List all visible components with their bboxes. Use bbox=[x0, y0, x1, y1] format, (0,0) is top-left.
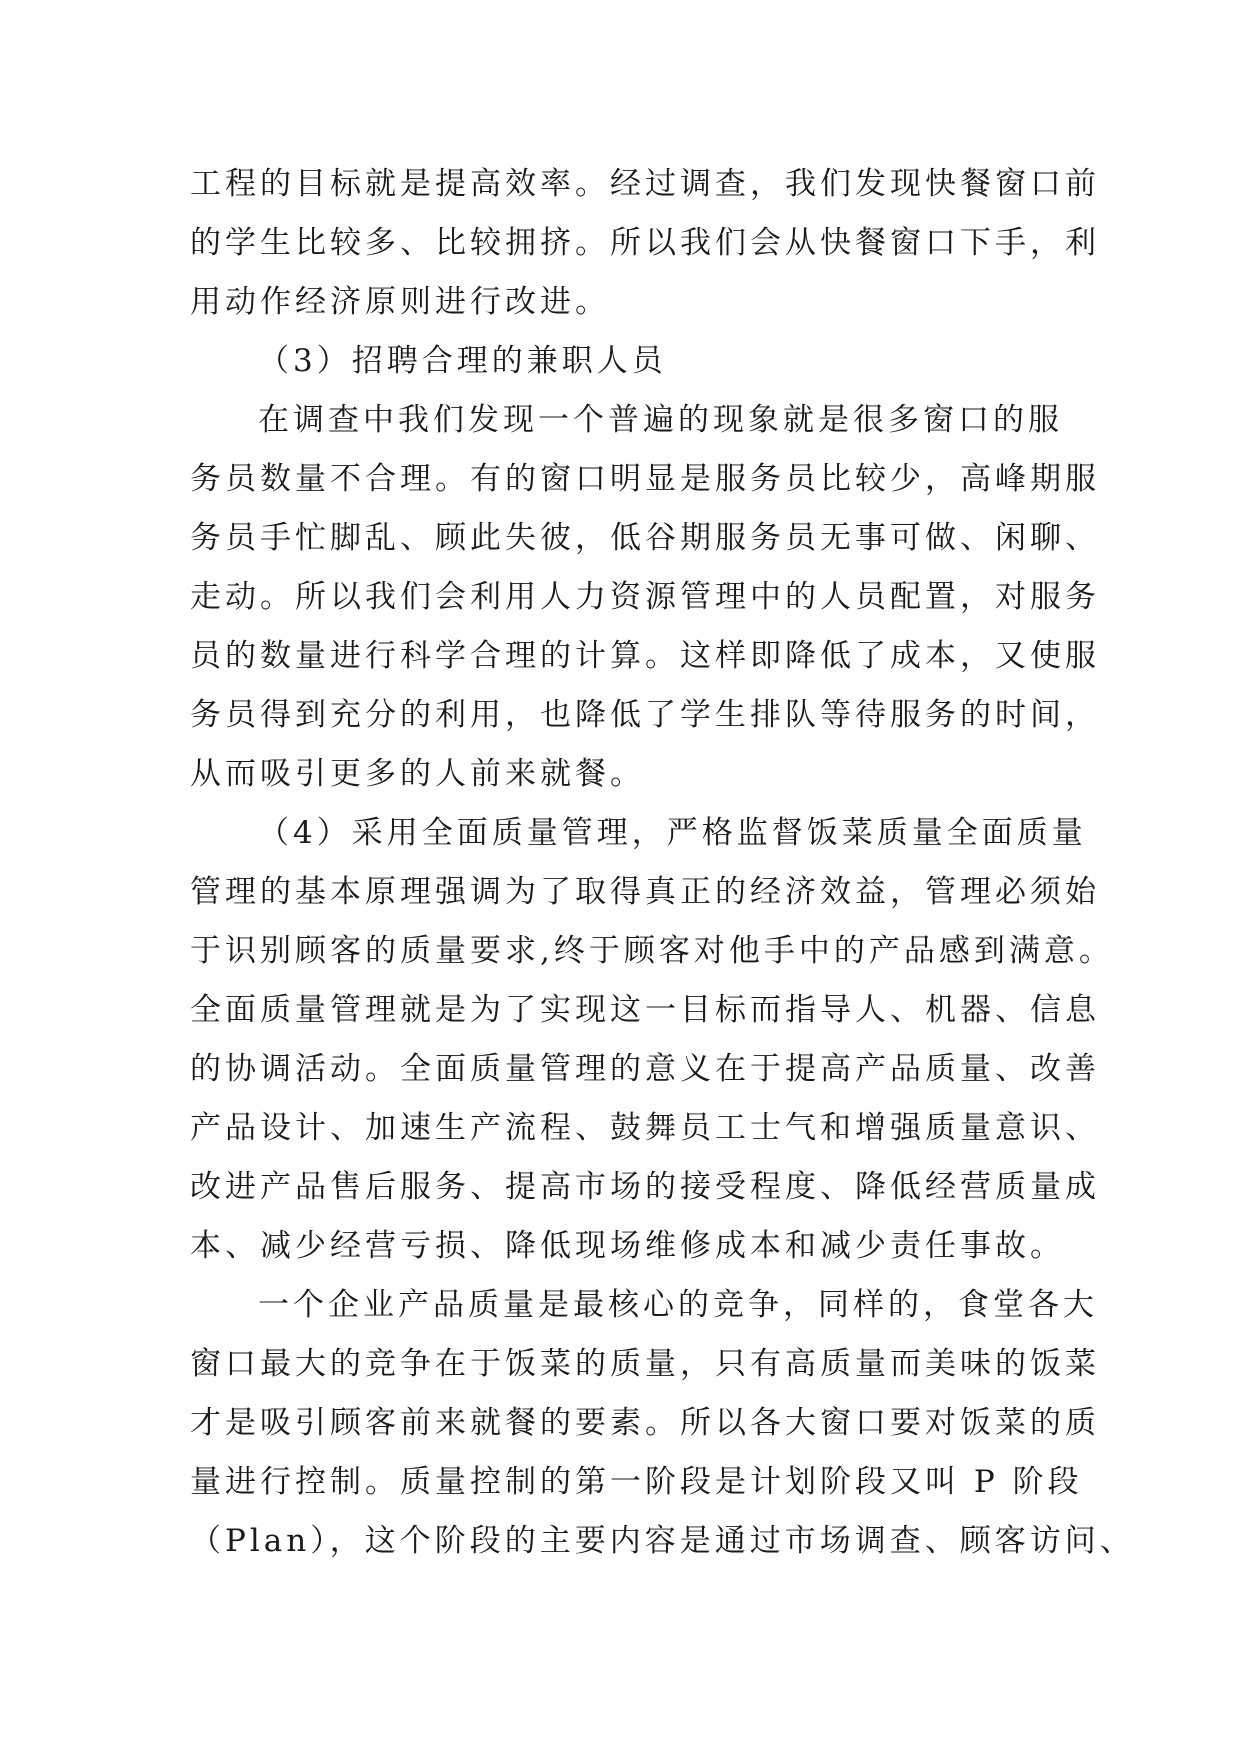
text-line-22: 才是吸引顾客前来就餐的要素。所以各大窗口要对饭菜的质 bbox=[190, 1405, 1100, 1441]
text-line-8: 走动。所以我们会利用人力资源管理中的人员配置，对服务 bbox=[190, 579, 1100, 615]
text-line-15: 全面质量管理就是为了实现这一目标而指导人、机器、信息 bbox=[190, 992, 1100, 1028]
text-line-19: 本、减少经营亏损、降低现场维修成本和减少责任事故。 bbox=[190, 1228, 1065, 1264]
section-heading-3: （3）招聘合理的兼职人员 bbox=[258, 343, 667, 379]
text-line-23: 量进行控制。质量控制的第一阶段是计划阶段又叫 P 阶段 bbox=[190, 1464, 1083, 1500]
text-line-2: 的学生比较多、比较拥挤。所以我们会从快餐窗口下手，利 bbox=[190, 225, 1100, 261]
text-line-18: 改进产品售后服务、提高市场的接受程度、降低经营质量成 bbox=[190, 1169, 1100, 1205]
text-line-20: 一个企业产品质量是最核心的竞争，同样的，食堂各大 bbox=[258, 1287, 1098, 1323]
text-line-24: （Plan），这个阶段的主要内容是通过市场调查、顾客访问、 bbox=[190, 1523, 1135, 1559]
text-line-13: 管理的基本原理强调为了取得真正的经济效益，管理必须始 bbox=[190, 874, 1100, 910]
text-line-11: 从而吸引更多的人前来就餐。 bbox=[190, 756, 645, 792]
text-line-6: 务员数量不合理。有的窗口明显是服务员比较少，高峰期服 bbox=[190, 461, 1100, 497]
text-line-9: 员的数量进行科学合理的计算。这样即降低了成本，又使服 bbox=[190, 638, 1100, 674]
section-heading-4: （4）采用全面质量管理，严格监督饭菜质量全面质量 bbox=[258, 815, 1087, 851]
text-line-3: 用动作经济原则进行改进。 bbox=[190, 284, 610, 320]
text-line-21: 窗口最大的竞争在于饭菜的质量，只有高质量而美味的饭菜 bbox=[190, 1346, 1100, 1382]
text-line-16: 的协调活动。全面质量管理的意义在于提高产品质量、改善 bbox=[190, 1051, 1100, 1087]
text-line-14: 于识别顾客的质量要求,终于顾客对他手中的产品感到满意。 bbox=[190, 933, 1114, 969]
text-line-5: 在调查中我们发现一个普遍的现象就是很多窗口的服 bbox=[258, 402, 1063, 438]
text-line-7: 务员手忙脚乱、顾此失彼，低谷期服务员无事可做、闲聊、 bbox=[190, 520, 1100, 556]
text-line-17: 产品设计、加速生产流程、鼓舞员工士气和增强质量意识、 bbox=[190, 1110, 1100, 1146]
text-line-10: 务员得到充分的利用，也降低了学生排队等待服务的时间， bbox=[190, 697, 1100, 733]
text-line-1: 工程的目标就是提高效率。经过调查，我们发现快餐窗口前 bbox=[190, 166, 1100, 202]
